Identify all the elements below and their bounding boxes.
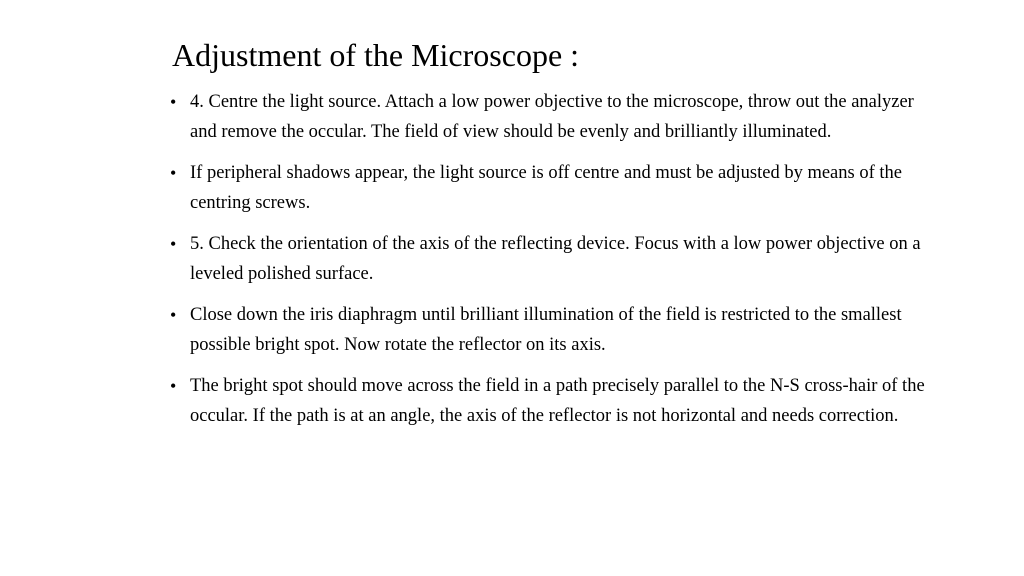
- bullet-text: The bright spot should move across the field in a path precisely parallel to the N-S cross-hair of the occular. If the path is at an angle, the axis of the reflector is not horizontal and needs correction.: [190, 376, 925, 426]
- bullet-icon: •: [170, 376, 177, 396]
- bullet-icon: •: [170, 305, 177, 325]
- bullet-item: [168, 229, 944, 289]
- bullet-icon: •: [170, 163, 177, 183]
- slide-title: Adjustment of the Microscope :: [172, 37, 580, 73]
- bullet-text: 4. Centre the light source. Attach a low power objective to the microscope, throw out the analyzer and remove the occular. The field of view should be evenly and brilliantly illuminated.: [190, 92, 914, 142]
- bullet-list: [168, 87, 944, 442]
- bullet-icon: •: [170, 234, 177, 254]
- bullet-icon: •: [170, 92, 177, 112]
- bullet-item: [168, 300, 944, 360]
- bullet-text: 5. Check the orientation of the axis of the reflecting device. Focus with a low power objective on a leveled polished surface.: [190, 234, 921, 284]
- bullet-text: Close down the iris diaphragm until brilliant illumination of the field is restricted to the smallest possible bright spot. Now rotate the reflector on its axis.: [190, 305, 902, 355]
- bullet-text: If peripheral shadows appear, the light source is off centre and must be adjusted by means of the centring screws.: [190, 163, 902, 213]
- bullet-item: [168, 158, 944, 218]
- bullet-item: [168, 371, 944, 431]
- bullet-item: [168, 87, 944, 147]
